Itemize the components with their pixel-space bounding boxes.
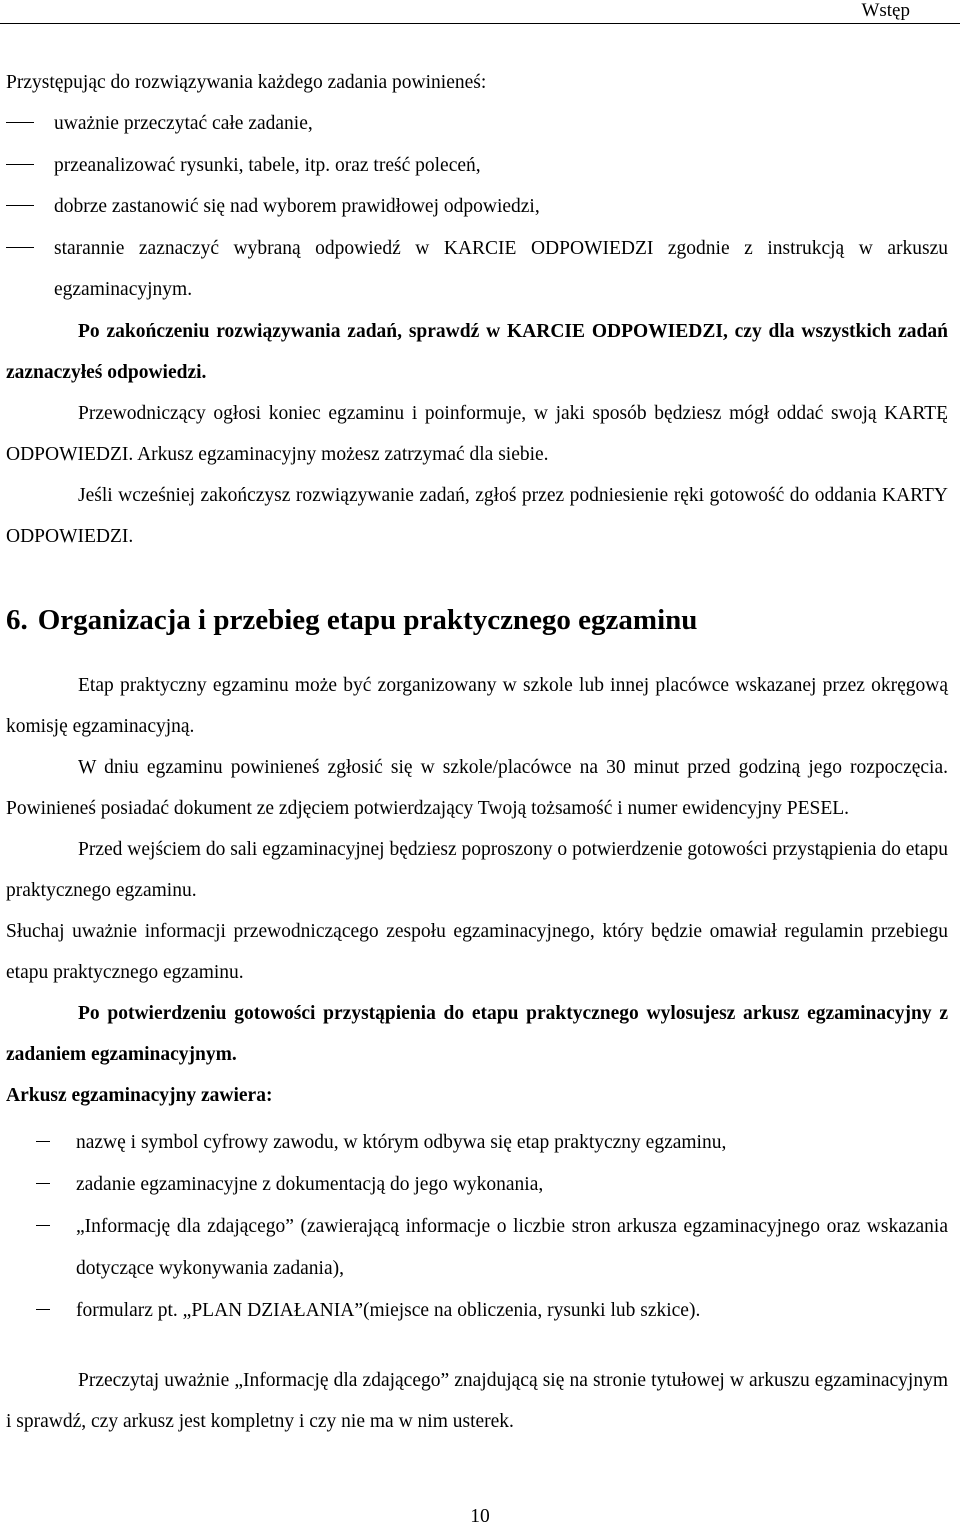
list-item-text: starannie zaznaczyć wybraną odpowiedź w KARCIE ODPOWIEDZI zgodnie z instrukcją w arkuszu egzaminacyjnym.	[54, 237, 948, 300]
exam-end-paragraph	[6, 393, 948, 475]
check-answers-note: Po zakończeniu rozwiązywania zadań, sprawdź w KARCIE ODPOWIEDZI, czy dla wszystkich zadań zaznaczyłeś odpowiedzi.	[6, 320, 948, 383]
intro-lead: Przystępując do rozwiązywania każdego zadania powinieneś:	[6, 72, 487, 93]
early-finish-paragraph: Jeśli wcześniej zakończysz rozwiązywanie zadań, zgłoś przez podniesienie ręki gotowość do oddania KARTY ODPOWIEDZI.	[6, 484, 948, 547]
list-item-text: dobrze zastanowić się nad wyborem prawidłowej odpowiedzi,	[54, 196, 540, 217]
dash-icon	[36, 1290, 50, 1332]
list-item	[6, 1122, 948, 1164]
id-document-text: Powinieneś posiadać dokument ze zdjęciem potwierdzający Twoją tożsamość i numer ewidencyjny PESEL.	[6, 797, 850, 819]
list-item	[6, 1206, 948, 1290]
list-item	[6, 103, 948, 145]
page-content	[6, 62, 948, 1442]
final-instruction: Przeczytaj uważnie „Informację dla zdającego” znajdującą się na stronie tytułowej w arkuszu egzaminacyjnym i sprawdź, czy arkusz jest kompletny i czy nie ma w nim usterek.	[6, 1369, 948, 1432]
list-item-text: uważnie przeczytać całe zadanie,	[54, 113, 313, 134]
list-item	[6, 228, 948, 311]
list-item-text: nazwę i symbol cyfrowy zawodu, w którym odbywa się etap praktyczny egzaminu,	[76, 1131, 727, 1153]
list-item-text: przeanalizować rysunki, tabele, itp. oraz treść poleceń,	[54, 154, 481, 176]
arrival-text: W dniu egzaminu powinieneś zgłosić się w szkole/placówce na 30 minut przed godziną jego rozpoczęcia.	[78, 756, 948, 778]
running-header: Wstęp	[861, 0, 910, 21]
dash-icon	[6, 186, 34, 228]
list-item-text: formularz pt. „PLAN DZIAŁANIA”(miejsce na obliczenia, rysunki lub szkice).	[76, 1299, 701, 1321]
arrival-paragraph	[6, 747, 948, 829]
header-rule	[0, 23, 960, 24]
dash-icon	[36, 1164, 50, 1206]
contents-heading: Arkusz egzaminacyjny zawiera:	[6, 1084, 273, 1106]
dash-icon	[36, 1206, 50, 1248]
section-title: Organizacja i przebieg etapu praktycznego egzaminu	[37, 603, 698, 636]
dash-icon	[6, 228, 34, 270]
contents-list	[6, 1122, 948, 1332]
list-item	[6, 186, 948, 228]
section-heading	[6, 595, 948, 645]
intro-list	[6, 103, 948, 311]
dash-icon	[6, 103, 34, 145]
list-item	[6, 1164, 948, 1206]
list-item	[6, 1290, 948, 1332]
section-number: 6.	[6, 603, 28, 636]
page-number: 10	[470, 1506, 490, 1527]
list-item	[6, 145, 948, 187]
rules-paragraph: Słuchaj uważnie informacji przewodniczącego zespołu egzaminacyjnego, który będzie omawiał regulamin przebiegu etapu praktycznego egzaminu.	[6, 920, 948, 983]
list-item-text: zadanie egzaminacyjne z dokumentacją do jego wykonania,	[76, 1173, 544, 1195]
dash-icon	[36, 1122, 50, 1164]
dash-icon	[6, 145, 34, 187]
organization-paragraph: Etap praktyczny egzaminu może być zorganizowany w szkole lub innej placówce wskazanej przez okręgową komisję egzaminacyjną.	[6, 674, 948, 737]
keep-sheet-text: Arkusz egzaminacyjny możesz zatrzymać dla siebie.	[137, 443, 549, 465]
exam-end-text: Przewodniczący ogłosi koniec egzaminu i poinformuje, w jaki sposób będziesz mógł oddać swoją KARTĘ ODPOWIEDZI.	[6, 402, 948, 465]
list-item-text: „Informację dla zdającego” (zawierającą informacje o liczbie stron arkusza egzaminacyjnego oraz wskazania dotyczące wykonywania zadania),	[76, 1215, 948, 1279]
readiness-paragraph: Przed wejściem do sali egzaminacyjnej będziesz poproszony o potwierdzenie gotowości przystąpienia do etapu praktycznego egzaminu.	[6, 838, 948, 901]
draw-sheet-paragraph: Po potwierdzeniu gotowości przystąpienia do etapu praktycznego wylosujesz arkusz egzaminacyjny z zadaniem egzaminacyjnym.	[6, 1002, 948, 1065]
